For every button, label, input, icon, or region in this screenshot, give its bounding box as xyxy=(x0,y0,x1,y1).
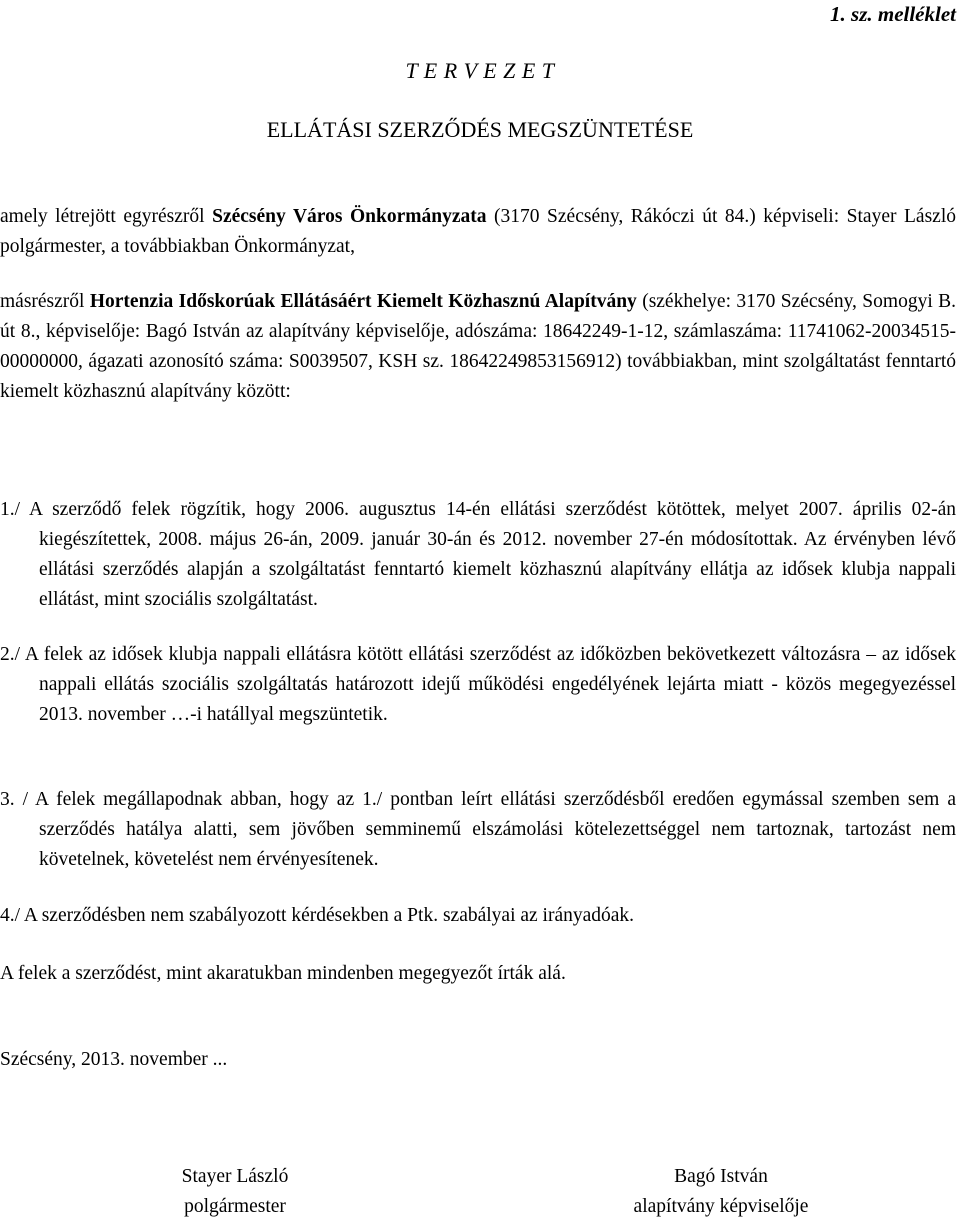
clause-2: 2./ A felek az idősek klubja nappali ellátásra kötött ellátási szerződést az időközben bekövetkezett változásra – az idősek nappali ellátás szociális szolgáltatás határozott idejű működési engedélyének lejárta miatt - közös megegyezéssel 2013. november …-i hatállyal megszüntetik. xyxy=(0,644,956,725)
signature-name: Stayer László xyxy=(181,1166,289,1187)
party2-details: (székhelye: 3170 Szécsény, Somogyi B. út 8., képviselője: Bagó István az alapítvány képviselője, adószáma: 18642249-1-12, számlaszáma: 11741062-20034515-00000000, ágazati azonosító száma: S0039507, KSH sz. 18642249853156912) továbbiakban, mint szolgáltatást fenntartó kiemelt közhasznú alapítvány között: xyxy=(0,291,957,402)
signature-role: alapítvány képviselője xyxy=(633,1196,809,1217)
clause-3: 3. / A felek megállapodnak abban, hogy az 1./ pontban leírt ellátási szerződésből eredően egymással szemben sem a szerződés hatálya alatti, sem jövőben semminemű elszámolási kötelezettséggel nem tartoznak, tartozást nem követelnek, követelést nem érvényesítenek. xyxy=(0,789,956,870)
place-date: Szécsény, 2013. november ... xyxy=(0,1049,228,1070)
document-title: ELLÁTÁSI SZERZŐDÉS MEGSZÜNTETÉSE xyxy=(266,117,694,142)
signature-foundation xyxy=(590,1162,852,1222)
party2-name: Hortenzia Időskorúak Ellátásáért Kiemelt Közhasznú Alapítvány xyxy=(89,291,637,312)
party2-intro: másrészről xyxy=(0,291,90,312)
party2-paragraph xyxy=(0,287,956,407)
signature-mayor xyxy=(150,1162,320,1222)
signature-name: Bagó István xyxy=(674,1166,768,1187)
party1-intro: amely létrejött egyrészről xyxy=(0,206,213,227)
party1-paragraph xyxy=(0,202,956,262)
signature-role: polgármester xyxy=(184,1196,286,1217)
annex-label: 1. sz. melléklet xyxy=(830,2,956,26)
draft-label: T E R V E Z E T xyxy=(405,58,555,83)
clause-4: 4./ A szerződésben nem szabályozott kérdésekben a Ptk. szabályai az irányadóak. xyxy=(0,905,635,926)
closing-statement: A felek a szerződést, mint akaratukban mindenben megegyezőt írták alá. xyxy=(0,963,566,984)
clause-1: 1./ A szerződő felek rögzítik, hogy 2006. augusztus 14-én ellátási szerződést kötöttek, melyet 2007. április 02-án kiegészítettek, 2008. május 26-án, 2009. január 30-án és 2012. november 27-én módosítottak. Az érvényben lévő ellátási szerződés alapján a szolgáltatást fenntartó kiemelt közhasznú alapítvány ellátja az idősek klubja nappali ellátást, mint szociális szolgáltatást. xyxy=(0,499,956,610)
party1-name: Szécsény Város Önkormányzata xyxy=(212,206,487,227)
party1-details: (3170 Szécsény, Rákóczi út 84.) képviseli: Stayer László polgármester, a továbbiakban Önkormányzat, xyxy=(0,206,956,257)
